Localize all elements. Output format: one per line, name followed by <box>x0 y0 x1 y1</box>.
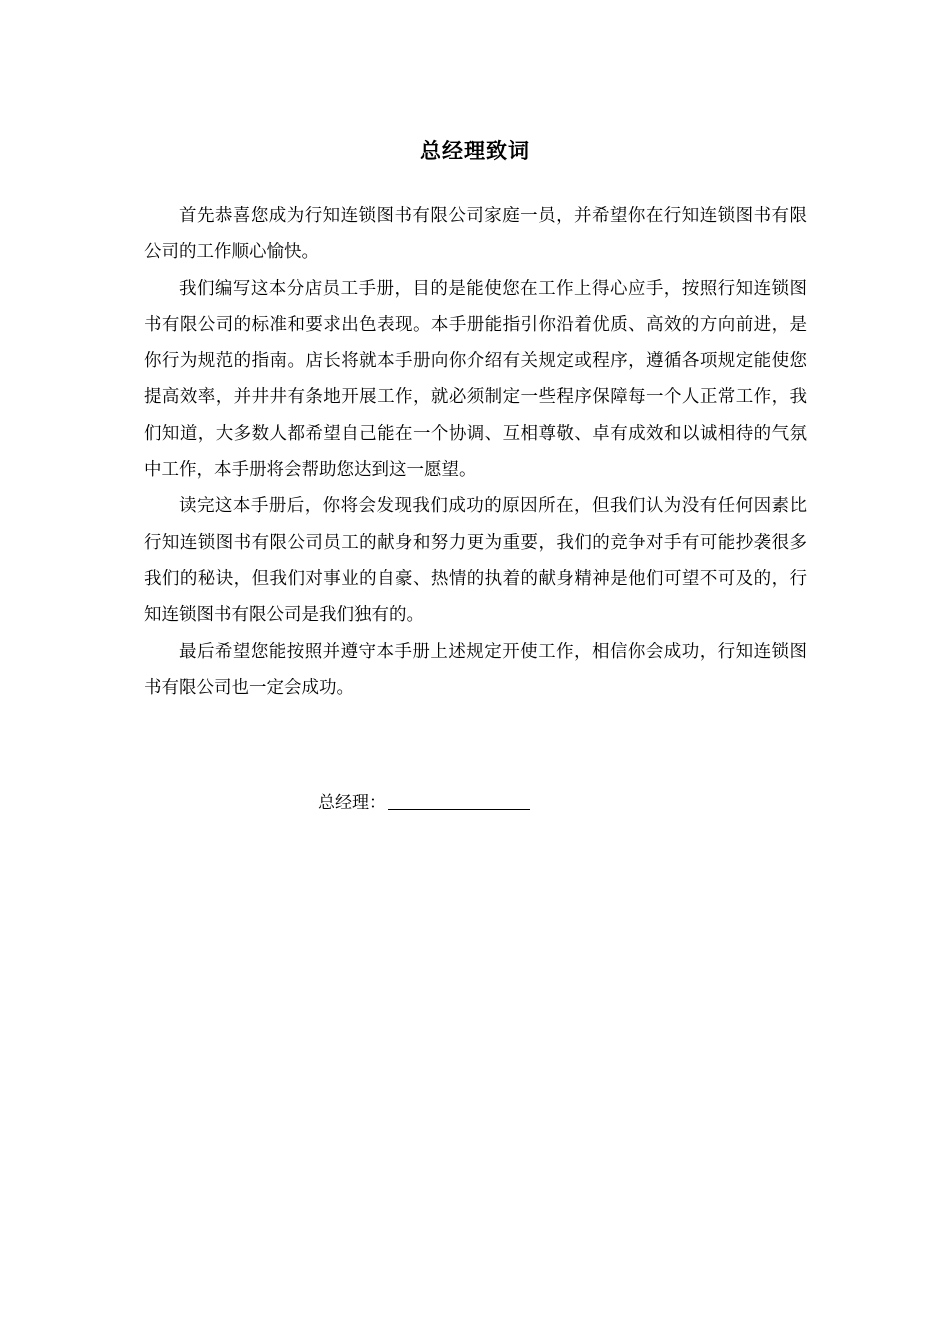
paragraph-4: 最后希望您能按照并遵守本手册上述规定开使工作，相信你会成功，行知连锁图书有限公司也一定会成功。 <box>144 641 807 698</box>
paragraph-2: 我们编写这本分店员工手册，目的是能使您在工作上得心应手，按照行知连锁图书有限公司的标准和要求出色表现。本手册能指引你沿着优质、高效的方向前进，是你行为规范的指南。店长将就本手册向你介绍有关规定或程序，遵循各项规定能使您提高效率，并井井有条地开展工作，就必须制定一些程序保障每一个人正常工作，我们知道，大多数人都希望自己能在一个协调、互相尊敬、卓有成效和以诚相待的气氛中工作，本手册将会帮助您达到这一愿望。 <box>144 278 807 481</box>
signature-line <box>388 788 530 810</box>
letter-body <box>144 198 807 706</box>
paragraph-1: 首先恭喜您成为行知连锁图书有限公司家庭一员，并希望你在行知连锁图书有限公司的工作顺心愉快。 <box>144 206 807 263</box>
signature-block <box>318 788 530 818</box>
signature-label: 总经理： <box>318 793 386 813</box>
page-title: 总经理致词 <box>420 139 530 163</box>
paragraph-3: 读完这本手册后，你将会发现我们成功的原因所在，但我们认为没有任何因素比行知连锁图书有限公司员工的献身和努力更为重要，我们的竞争对手有可能抄袭很多我们的秘诀，但我们对事业的自豪、热情的执着的献身精神是他们可望不可及的，行知连锁图书有限公司是我们独有的。 <box>144 496 807 626</box>
